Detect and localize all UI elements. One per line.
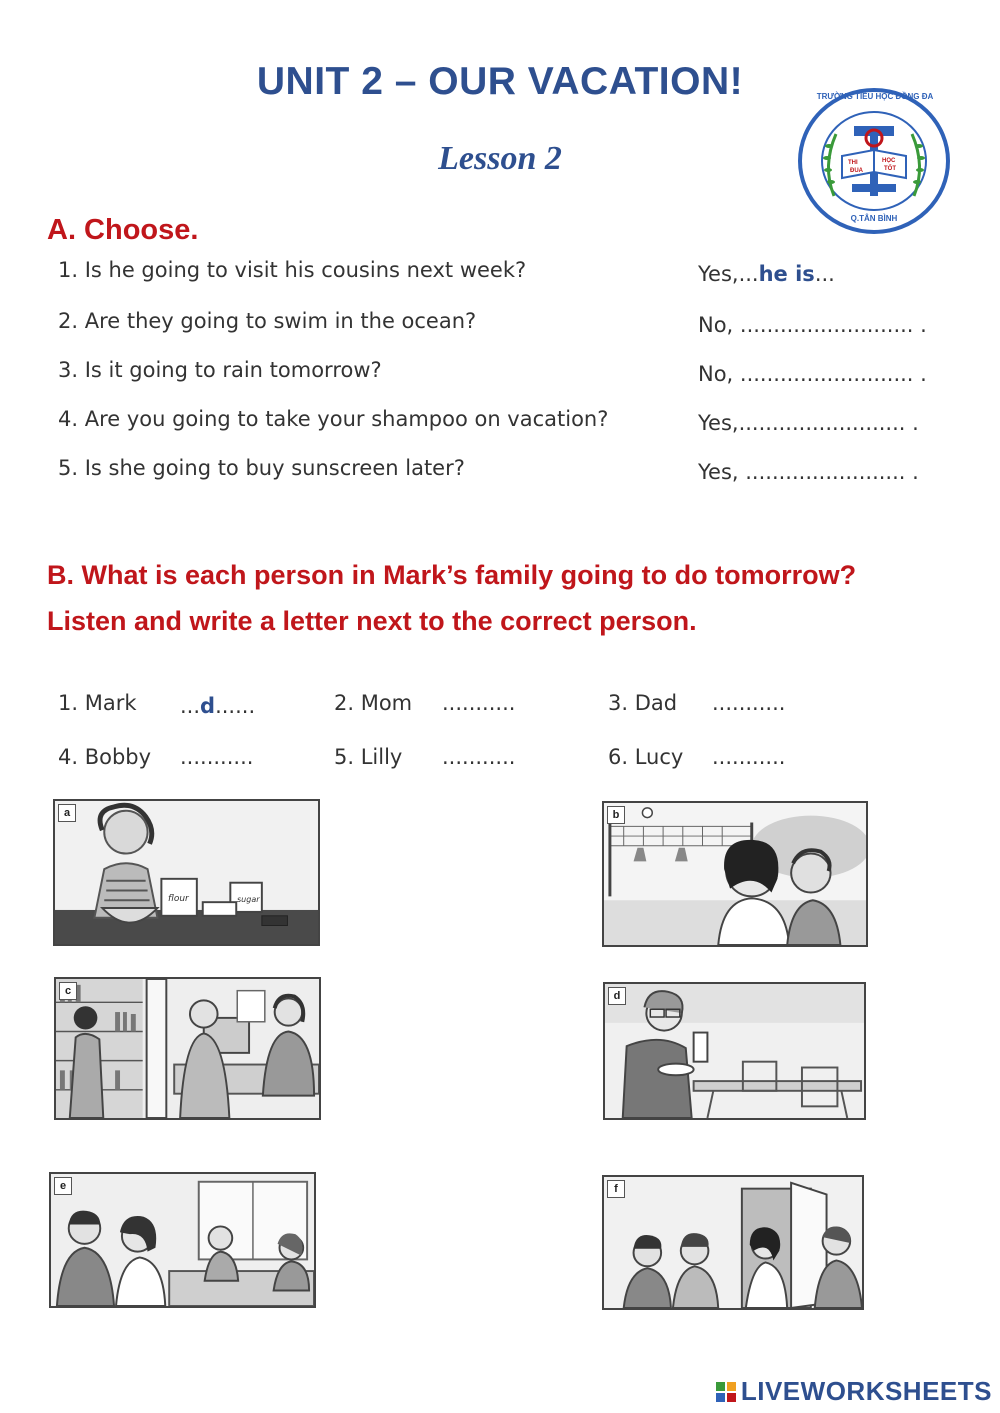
blank-dad[interactable]: ...........: [712, 691, 786, 715]
section-b-heading-line2: Listen and write a letter next to the correct person.: [47, 606, 697, 636]
person-mom: 2. Mom: [334, 691, 413, 715]
section-a-heading: A. Choose.: [47, 214, 199, 246]
answer-2[interactable]: [698, 313, 927, 337]
blank-lucy[interactable]: ...........: [712, 745, 786, 769]
logo-district: Q.TÂN BÌNH: [850, 214, 898, 223]
picture-c: [54, 977, 321, 1120]
picture-f: [602, 1175, 864, 1310]
school-logo: [796, 86, 952, 236]
answer-3[interactable]: [698, 362, 927, 386]
picture-e-label: e: [54, 1177, 72, 1195]
liveworksheets-logo: [715, 1376, 992, 1407]
logo-school-name: TRƯỜNG TIỂU HỌC ĐỒNG ĐA: [816, 92, 934, 101]
answer-1-prefix: Yes,...: [698, 262, 759, 286]
blank-mark-filled: d: [200, 694, 216, 718]
picture-d-label: d: [608, 987, 626, 1005]
answer-2-blank: No, .......................... .: [698, 313, 927, 337]
blank-mark-pre: ...: [180, 694, 201, 718]
flour-bag-label: flour: [168, 894, 189, 904]
answer-3-blank: No, .......................... .: [698, 362, 927, 386]
blank-mark[interactable]: [180, 694, 255, 718]
answer-4-blank: Yes,......................... .: [698, 411, 919, 435]
picture-c-label: c: [59, 982, 77, 1000]
person-dad: 3. Dad: [608, 691, 678, 715]
person-lilly: 5. Lilly: [334, 745, 403, 769]
page-title: UNIT 2 – OUR VACATION!: [256, 60, 744, 103]
logo-book-left: THI: [848, 160, 858, 166]
picture-b-label: b: [607, 806, 625, 824]
question-2: 2. Are they going to swim in the ocean?: [58, 309, 477, 333]
liveworksheets-mark-icon: [715, 1381, 737, 1403]
answer-5[interactable]: [698, 460, 919, 484]
blank-lilly[interactable]: ...........: [442, 745, 516, 769]
answer-4[interactable]: [698, 411, 919, 435]
picture-b: [602, 801, 868, 947]
section-b-heading-line1: B. What is each person in Mark’s family going to do tomorrow?: [47, 560, 857, 590]
person-bobby: 4. Bobby: [58, 745, 152, 769]
answer-1-suffix: ...: [814, 262, 835, 286]
blank-mark-post: ......: [215, 694, 256, 718]
liveworksheets-brand-text: LIVEWORKSHEETS: [740, 1376, 992, 1406]
blank-bobby[interactable]: ...........: [180, 745, 254, 769]
question-5: 5. Is she going to buy sunscreen later?: [58, 456, 465, 480]
answer-1[interactable]: [698, 262, 835, 286]
sugar-box-label: sugar: [237, 895, 260, 904]
logo-book-right: HỌC: [882, 158, 896, 164]
picture-d: [603, 982, 866, 1120]
picture-e: [49, 1172, 316, 1308]
question-3: 3. Is it going to rain tomorrow?: [58, 358, 382, 382]
answer-1-filled: he is: [758, 262, 815, 286]
answer-5-blank: Yes, ........................ .: [698, 460, 919, 484]
picture-a-label: a: [58, 804, 76, 822]
page-subtitle: Lesson 2: [438, 140, 562, 177]
picture-a: [53, 799, 320, 946]
question-1: 1. Is he going to visit his cousins next week?: [58, 258, 527, 282]
blank-mom[interactable]: ...........: [442, 691, 516, 715]
picture-f-label: f: [607, 1180, 625, 1198]
logo-book-right2: TỐT: [884, 166, 896, 172]
question-4: 4. Are you going to take your shampoo on vacation?: [58, 407, 609, 431]
logo-book-left2: ĐUA: [850, 168, 863, 174]
person-lucy: 6. Lucy: [608, 745, 684, 769]
person-mark: 1. Mark: [58, 691, 137, 715]
